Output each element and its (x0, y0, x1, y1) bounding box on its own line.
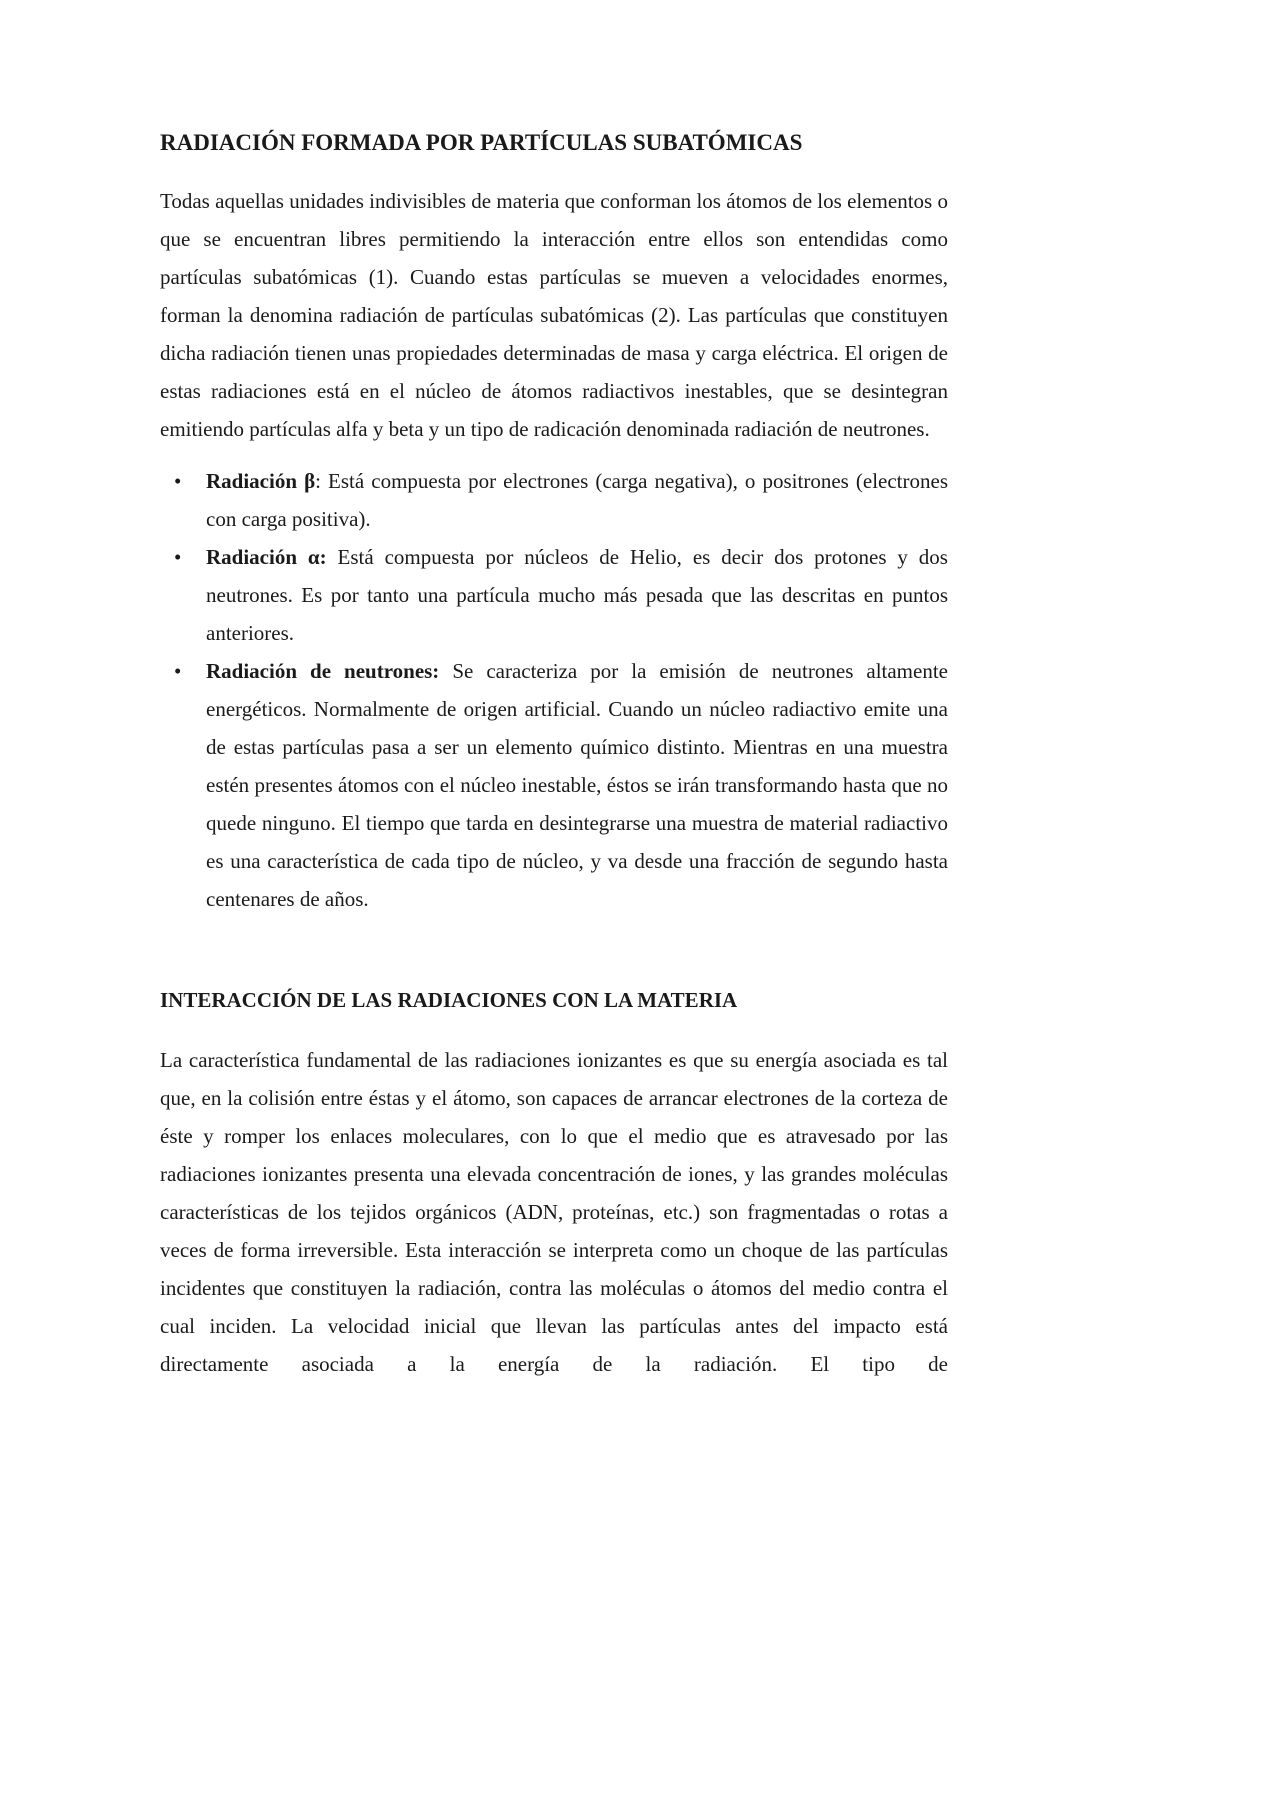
bullet-text: Se caracteriza por la emisión de neutrones altamente energéticos. Normalmente de origen artificial. Cuando un núcleo radiactivo emite una de estas partículas pasa a ser un elemento químico distinto. Mientras en una muestra estén presentes átomos con el núcleo inestable, éstos se irán transformando hasta que no quede ninguno. El tiempo que tarda en desintegrarse una muestra de material radiactivo es una característica de cada tipo de núcleo, y va desde una fracción de segundo hasta centenares de años. (206, 659, 948, 911)
list-item-radiacion-beta (160, 462, 948, 538)
intro-paragraph: Todas aquellas unidades indivisibles de materia que conforman los átomos de los elementos o que se encuentran libres permitiendo la interacción entre ellos son entendidas como partículas subatómicas (1). Cuando estas partículas se mueven a velocidades enormes, forman la denomina radiación de partículas subatómicas (2). Las partículas que constituyen dicha radiación tienen unas propiedades determinadas de masa y carga eléctrica. El origen de estas radiaciones está en el núcleo de átomos radiactivos inestables, que se desintegran emitiendo partículas alfa y beta y un tipo de radicación denominada radiación de neutrones. (160, 189, 948, 441)
bullet-text: Está compuesta por núcleos de Helio, es decir dos protones y dos neutrones. Es por tanto una partícula mucho más pesada que las descritas en puntos anteriores. (206, 545, 948, 645)
radiation-types-list (160, 462, 948, 918)
bullet-lead: Radiación β (206, 469, 316, 493)
list-item-radiacion-neutrones (160, 652, 948, 918)
list-item-radiacion-alfa (160, 538, 948, 652)
bullet-lead: Radiación de neutrones: (206, 659, 440, 683)
document-title: RADIACIÓN FORMADA POR PARTÍCULAS SUBATÓMICAS (160, 130, 803, 155)
bullet-text: : Está compuesta por electrones (carga negativa), o positrones (electrones con carga positiva). (206, 469, 948, 531)
section-heading-interaccion: INTERACCIÓN DE LAS RADIACIONES CON LA MATERIA (160, 988, 738, 1012)
section-paragraph: La característica fundamental de las radiaciones ionizantes es que su energía asociada es tal que, en la colisión entre éstas y el átomo, son capaces de arrancar electrones de la corteza de éste y romper los enlaces moleculares, con lo que el medio que es atravesado por las radiaciones ionizantes presenta una elevada concentración de iones, y las grandes moléculas características de los tejidos orgánicos (ADN, proteínas, etc.) son fragmentadas o rotas a veces de forma irreversible. Esta interacción se interpreta como un choque de las partículas incidentes que constituyen la radiación, contra las moléculas o átomos del medio contra el cual inciden. La velocidad inicial que llevan las partículas antes del impacto está directamente asociada a la energía de la radiación. El tipo de (160, 1048, 948, 1376)
bullet-lead: Radiación α: (206, 545, 327, 569)
